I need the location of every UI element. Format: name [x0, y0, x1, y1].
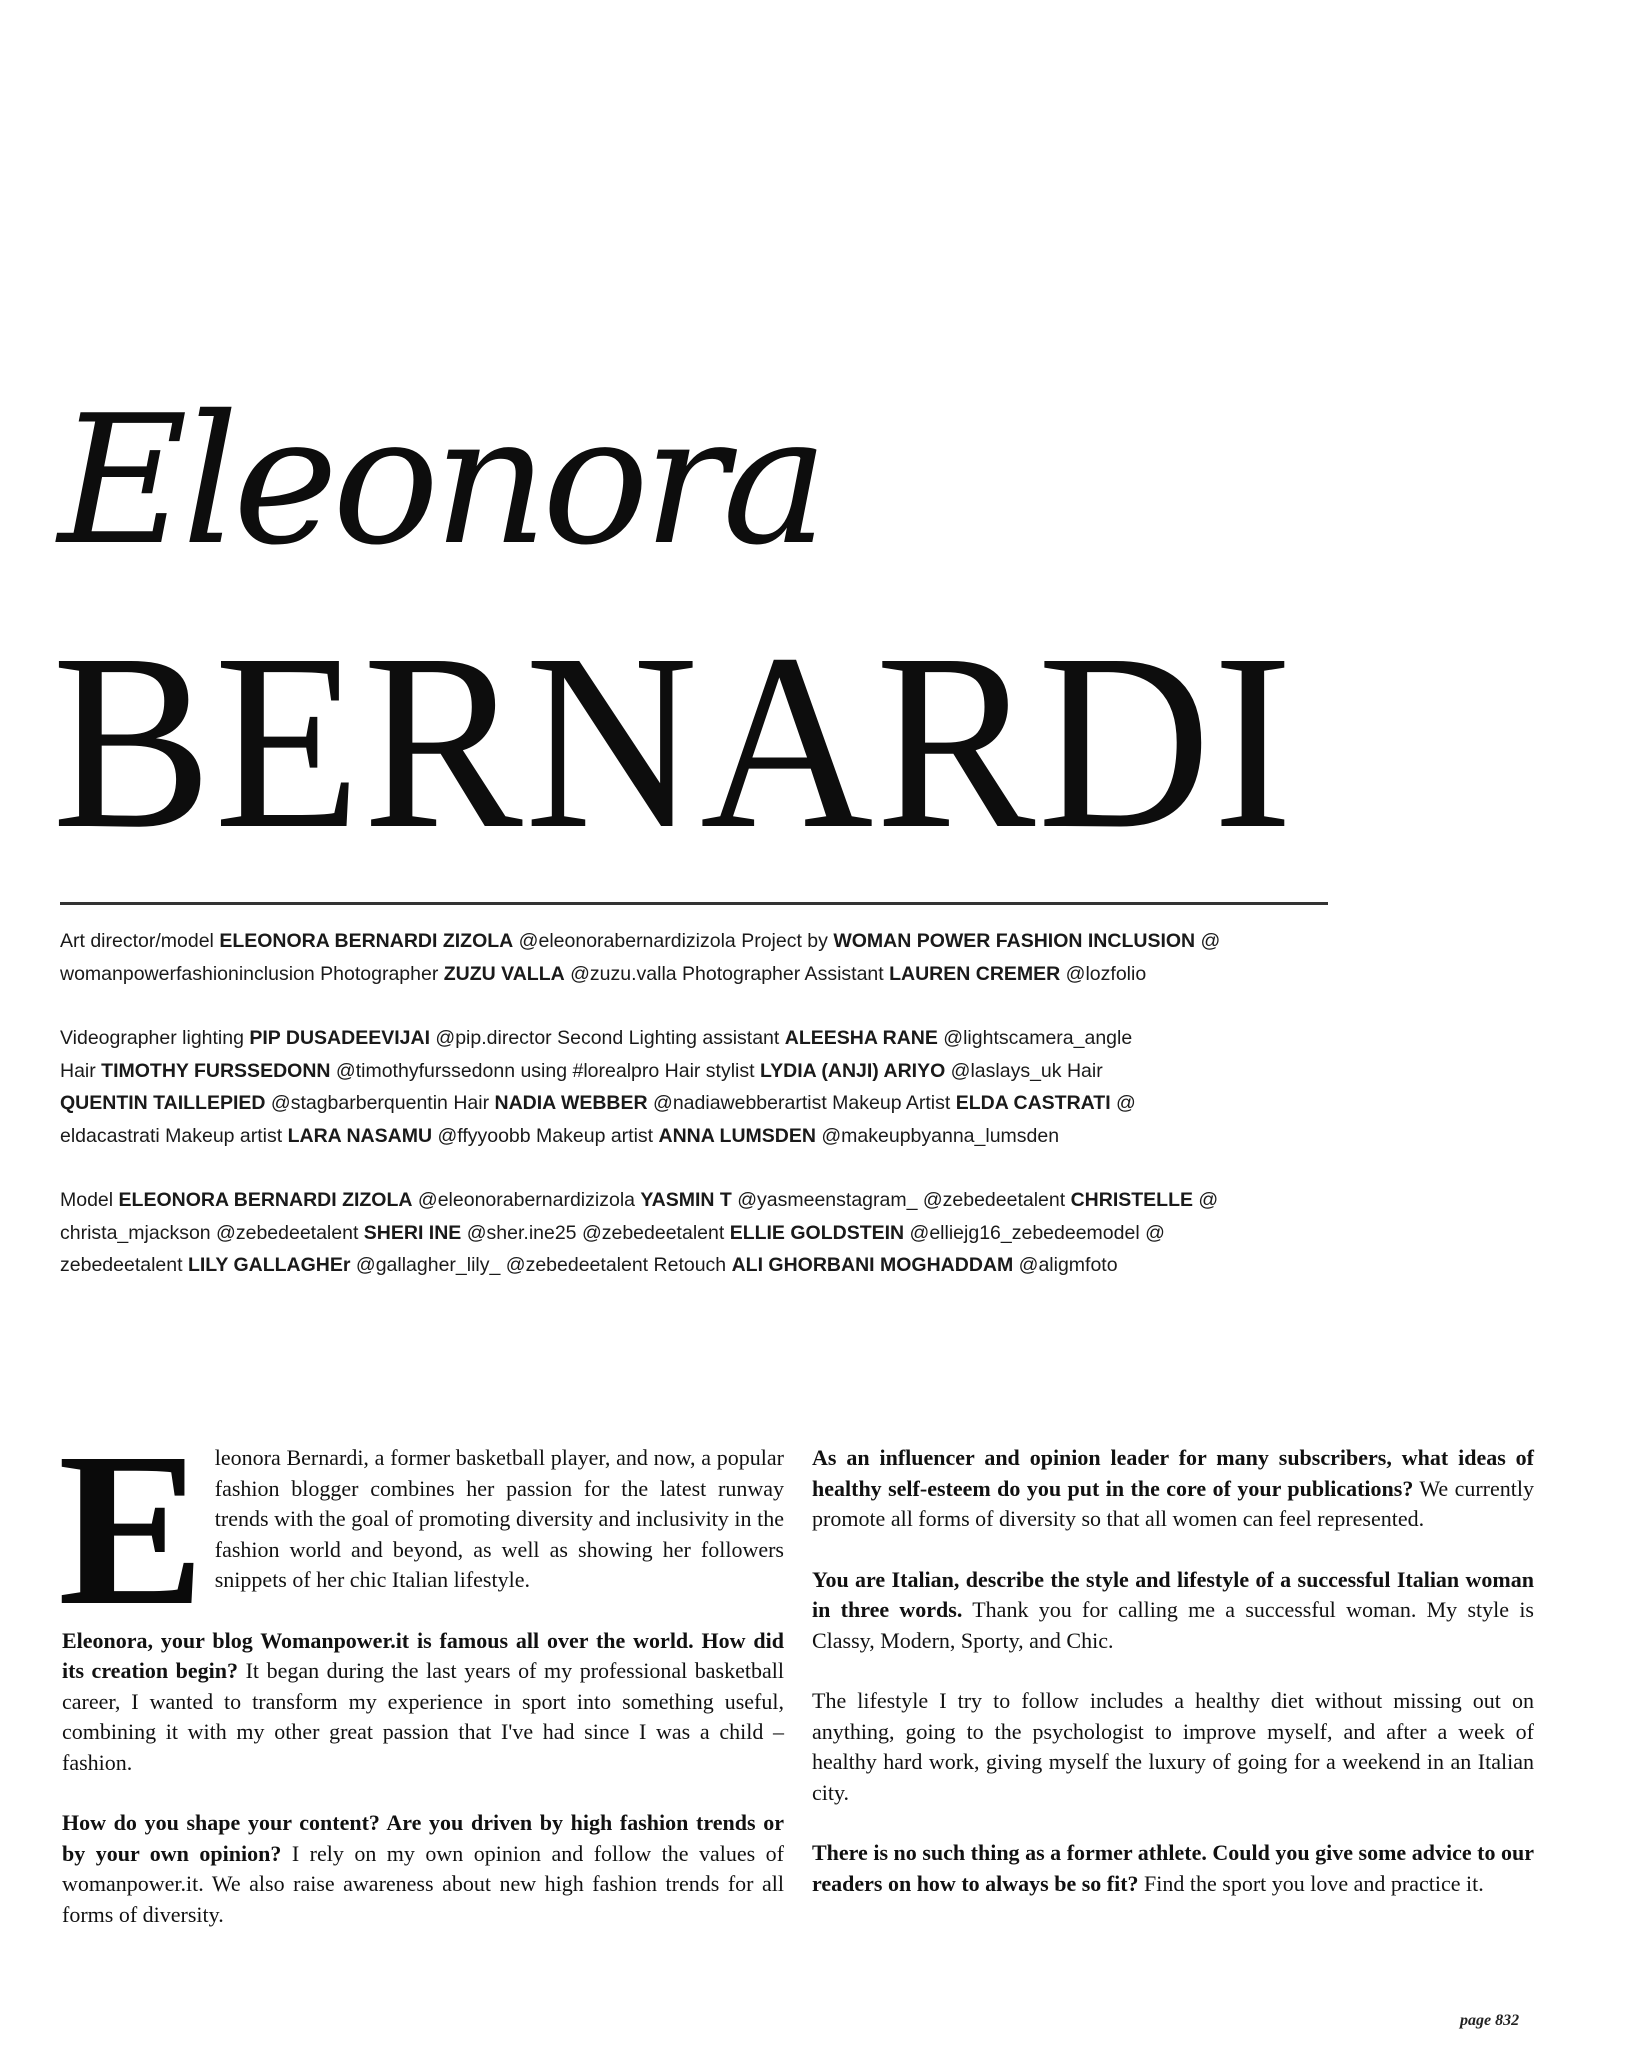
credit-name: YASMIN T: [640, 1189, 732, 1211]
credit-name: LYDIA (ANJI) ARIYO: [759, 1059, 946, 1082]
qa-paragraph: [62, 1808, 784, 1930]
credit-name: ALI GHORBANI MOGHADDAM: [731, 1254, 1014, 1276]
intro-text: leonora Bernardi, a former basketball player, and now, a popular fashion blogger combines her passion for the latest runway trends with the goal of promoting diversity and inclusivity in the fashion world and beyond, as well as showing her followers snippets of her chic Italian lifestyle.: [214, 1445, 784, 1592]
credit-name: NADIA WEBBER: [494, 1092, 648, 1114]
interview-question: Eleonora, your blog Womanpower.it is famous all over the world. How did its creation begin?: [62, 1627, 784, 1683]
credit-text: @makeupbyanna_lumsden: [815, 1124, 1060, 1147]
credits-line: [60, 1087, 1360, 1120]
interview-answer: It began during the last years of my professional basketball career, I wanted to transform my experience in sport into something useful, combining it with my other great passion that I've had since I was a child – fashion.: [62, 1658, 784, 1775]
credit-name: LAUREN CREMER: [889, 962, 1061, 985]
credit-name: ALEESHA RANE: [784, 1027, 938, 1049]
credit-text: @gallagher_lily_ @zebedeetalent Retouch: [350, 1254, 732, 1276]
credit-text: christa_mjackson @zebedeetalent: [60, 1221, 364, 1244]
credit-text: womanpowerfashioninclusion Photographer: [60, 962, 444, 985]
title-first-name: Eleonora: [58, 377, 823, 584]
credit-text: @sher.ine25 @zebedeetalent: [461, 1221, 730, 1244]
interview-answer: The lifestyle I try to follow includes a healthy diet without missing out on anything, going to the psychologist to improve myself, and after a week of healthy hard work, giving myself the luxury of going for a weekend in an Italian city.: [812, 1688, 1534, 1805]
credits-line: [60, 1217, 1360, 1250]
interview-answer: We currently promote all forms of diversity so that all women can feel represented.: [812, 1475, 1534, 1531]
credit-name: QUENTIN TAILLEPIED: [60, 1092, 266, 1114]
credit-name: ELEONORA BERNARDI ZIZOLA: [219, 930, 514, 952]
interview-answer: Find the sport you love and practice it.: [1138, 1870, 1484, 1896]
credit-name: SHERI INE: [363, 1221, 462, 1244]
credit-text: Videographer lighting: [60, 1027, 250, 1049]
credit-text: @nadiawebberartist Makeup Artist: [647, 1092, 956, 1114]
interview-answer: I rely on my own opinion and follow the values of womanpower.it. We also raise awareness about new high fashion trends for all forms of diversity.: [62, 1840, 784, 1927]
credit-name: CHRISTELLE: [1070, 1189, 1194, 1211]
credit-name: LILY GALLAGHEr: [187, 1254, 351, 1276]
interview-answer: Thank you for calling me a successful woman. My style is Classy, Modern, Sporty, and Chic.: [812, 1597, 1534, 1653]
credits-section: [60, 925, 1360, 1314]
credit-name: PIP DUSADEEVIJAI: [249, 1027, 430, 1049]
credit-name: ELDA CASTRATI: [955, 1092, 1111, 1114]
article-column-left: [58, 1407, 784, 1960]
credit-text: @yasmeenstagram_ @zebedeetalent: [731, 1189, 1071, 1211]
title-last-name: BERNARDI: [52, 601, 1295, 881]
credit-name: WOMAN POWER FASHION INCLUSION: [833, 930, 1196, 952]
interview-question: You are Italian, describe the style and lifestyle of a successful Italian woman in three words.: [812, 1566, 1534, 1622]
credit-text: @ffyyoobb Makeup artist: [432, 1124, 659, 1147]
credit-text: @lightscamera_angle: [937, 1027, 1133, 1049]
article-column-right: [812, 1443, 1534, 1929]
credit-text: zebedeetalent: [60, 1254, 188, 1276]
credit-text: @eleonorabernardizizola: [412, 1189, 641, 1211]
qa-paragraph: [812, 1565, 1534, 1657]
credits-line: [60, 958, 1360, 991]
credit-text: @eleonorabernardizizola Project by: [513, 930, 834, 952]
page-number: page 832: [1460, 2012, 1520, 2029]
credit-text: @elliejg16_zebedeemodel @: [904, 1221, 1165, 1244]
credit-name: ZUZU VALLA: [443, 962, 565, 985]
credit-text: eldacastrati Makeup artist: [60, 1124, 288, 1147]
article-intro: [58, 1407, 784, 1651]
qa-paragraph: [812, 1443, 1534, 1535]
credits-line: [60, 925, 1360, 958]
interview-question: How do you shape your content? Are you driven by high fashion trends or by your own opinion?: [62, 1810, 784, 1866]
credit-text: @lozfolio: [1060, 962, 1147, 985]
credit-name: ELLIE GOLDSTEIN: [729, 1221, 905, 1244]
qa-paragraph: [812, 1838, 1534, 1899]
drop-cap: E: [58, 1407, 205, 1651]
credit-text: Art director/model: [60, 930, 220, 952]
credits-line: [60, 1249, 1360, 1282]
credits-line: [60, 1120, 1360, 1153]
credit-text: @timothyfurssedonn using #lorealpro Hair stylist: [330, 1059, 760, 1082]
credits-block-2: [60, 1022, 1360, 1152]
credits-line: [60, 1184, 1360, 1217]
credit-text: Model: [60, 1189, 119, 1211]
credit-text: @laslays_uk Hair: [945, 1059, 1103, 1082]
qa-paragraph: [812, 1686, 1534, 1808]
interview-question: As an influencer and opinion leader for many subscribers, what ideas of healthy self-esteem do you put in the core of your publications?: [812, 1445, 1534, 1501]
interview-question: There is no such thing as a former athlete. Could you give some advice to our readers on how to always be so fit?: [812, 1840, 1534, 1896]
credit-text: @pip.director Second Lighting assistant: [430, 1027, 785, 1049]
credits-line: [60, 1022, 1360, 1055]
credit-text: @: [1195, 930, 1221, 952]
credits-line: [60, 1055, 1360, 1088]
credit-name: ELEONORA BERNARDI ZIZOLA: [118, 1189, 413, 1211]
credit-text: @aligmfoto: [1013, 1254, 1118, 1276]
credit-text: @: [1110, 1092, 1136, 1114]
credits-block-3: [60, 1184, 1360, 1282]
title-divider: [60, 902, 1328, 905]
credit-text: Hair: [60, 1059, 102, 1082]
credit-text: @zuzu.valla Photographer Assistant: [564, 962, 890, 985]
credit-name: TIMOTHY FURSSEDONN: [101, 1059, 331, 1082]
credit-name: ANNA LUMSDEN: [658, 1124, 816, 1147]
credit-text: @stagbarberquentin Hair: [265, 1092, 495, 1114]
credits-block-1: [60, 925, 1360, 990]
credit-name: LARA NASAMU: [287, 1124, 433, 1147]
credit-text: @: [1193, 1189, 1219, 1211]
